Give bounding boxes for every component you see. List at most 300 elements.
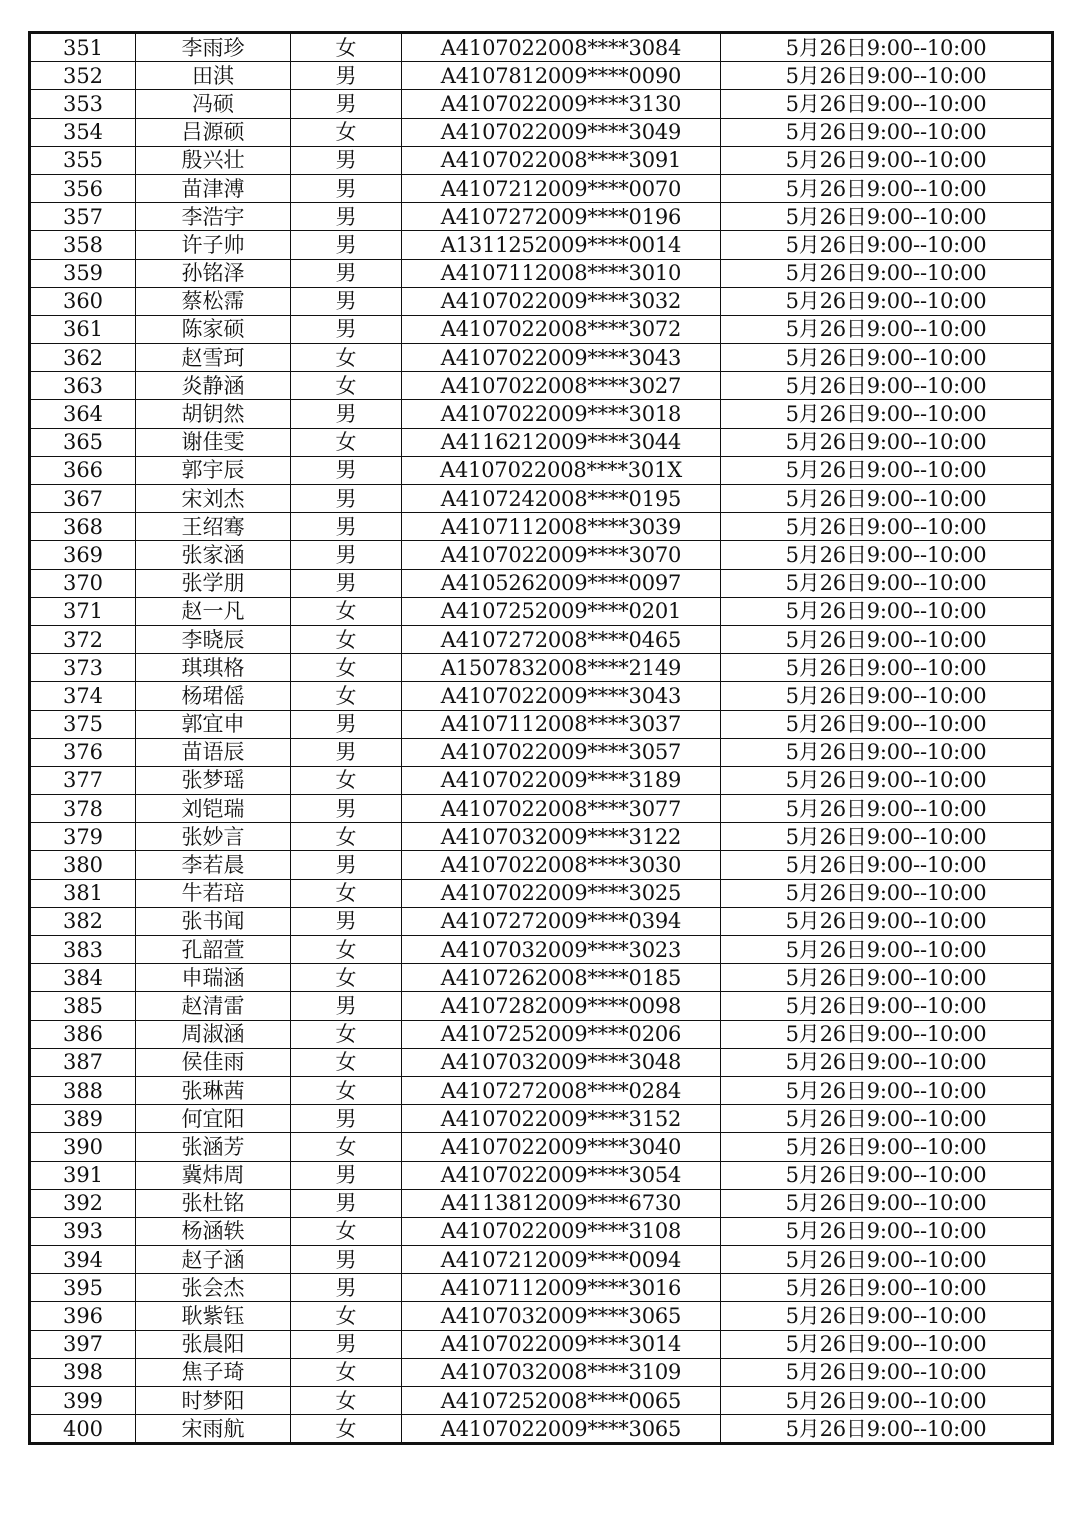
student-name-cell: 周淑涵 bbox=[136, 1020, 291, 1048]
row-number-cell: 380 bbox=[31, 851, 136, 879]
time-slot-cell: 5月26日9:00--10:00 bbox=[721, 62, 1052, 90]
row-number-cell: 362 bbox=[31, 344, 136, 372]
student-name-cell: 何宜阳 bbox=[136, 1105, 291, 1133]
gender-cell: 男 bbox=[291, 146, 402, 174]
row-number-cell: 382 bbox=[31, 907, 136, 935]
table-row bbox=[31, 231, 1052, 259]
gender-cell: 女 bbox=[291, 1076, 402, 1104]
table-row bbox=[31, 456, 1052, 484]
time-slot-cell: 5月26日9:00--10:00 bbox=[721, 315, 1052, 343]
table-row bbox=[31, 654, 1052, 682]
row-number-cell: 384 bbox=[31, 964, 136, 992]
gender-cell: 女 bbox=[291, 118, 402, 146]
row-number-cell: 359 bbox=[31, 259, 136, 287]
table-row bbox=[31, 738, 1052, 766]
id-number-cell: A4107022008****3077 bbox=[402, 795, 721, 823]
time-slot-cell: 5月26日9:00--10:00 bbox=[721, 1302, 1052, 1330]
table-row bbox=[31, 428, 1052, 456]
gender-cell: 男 bbox=[291, 710, 402, 738]
time-slot-cell: 5月26日9:00--10:00 bbox=[721, 400, 1052, 428]
gender-cell: 女 bbox=[291, 654, 402, 682]
student-name-cell: 炎静涵 bbox=[136, 372, 291, 400]
row-number-cell: 368 bbox=[31, 513, 136, 541]
row-number-cell: 394 bbox=[31, 1246, 136, 1274]
student-name-cell: 张梦瑶 bbox=[136, 766, 291, 794]
gender-cell: 女 bbox=[291, 372, 402, 400]
table-row bbox=[31, 146, 1052, 174]
student-name-cell: 宋刘杰 bbox=[136, 485, 291, 513]
table-row bbox=[31, 62, 1052, 90]
gender-cell: 男 bbox=[291, 62, 402, 90]
id-number-cell: A4107112008****3010 bbox=[402, 259, 721, 287]
student-name-cell: 赵雪珂 bbox=[136, 344, 291, 372]
id-number-cell: A4107812009****0090 bbox=[402, 62, 721, 90]
table-row bbox=[31, 795, 1052, 823]
time-slot-cell: 5月26日9:00--10:00 bbox=[721, 1105, 1052, 1133]
gender-cell: 男 bbox=[291, 1161, 402, 1189]
student-name-cell: 孔韶萱 bbox=[136, 936, 291, 964]
gender-cell: 女 bbox=[291, 964, 402, 992]
student-name-cell: 张晨阳 bbox=[136, 1330, 291, 1358]
gender-cell: 女 bbox=[291, 823, 402, 851]
student-name-cell: 侯佳雨 bbox=[136, 1048, 291, 1076]
gender-cell: 女 bbox=[291, 1133, 402, 1161]
student-name-cell: 赵一凡 bbox=[136, 597, 291, 625]
student-name-cell: 张涵芳 bbox=[136, 1133, 291, 1161]
id-number-cell: A4107022009****3108 bbox=[402, 1217, 721, 1245]
time-slot-cell: 5月26日9:00--10:00 bbox=[721, 1189, 1052, 1217]
gender-cell: 女 bbox=[291, 625, 402, 653]
student-name-cell: 孙铭泽 bbox=[136, 259, 291, 287]
student-name-cell: 时梦阳 bbox=[136, 1387, 291, 1415]
gender-cell: 女 bbox=[291, 597, 402, 625]
id-number-cell: A4113812009****6730 bbox=[402, 1189, 721, 1217]
time-slot-cell: 5月26日9:00--10:00 bbox=[721, 964, 1052, 992]
id-number-cell: A4107212009****0094 bbox=[402, 1246, 721, 1274]
id-number-cell: A4107022009****3057 bbox=[402, 738, 721, 766]
id-number-cell: A4107022008****3027 bbox=[402, 372, 721, 400]
gender-cell: 女 bbox=[291, 1020, 402, 1048]
row-number-cell: 397 bbox=[31, 1330, 136, 1358]
gender-cell: 男 bbox=[291, 1330, 402, 1358]
row-number-cell: 373 bbox=[31, 654, 136, 682]
gender-cell: 男 bbox=[291, 569, 402, 597]
table-row bbox=[31, 710, 1052, 738]
student-name-cell: 张学朋 bbox=[136, 569, 291, 597]
time-slot-cell: 5月26日9:00--10:00 bbox=[721, 428, 1052, 456]
gender-cell: 女 bbox=[291, 34, 402, 62]
time-slot-cell: 5月26日9:00--10:00 bbox=[721, 625, 1052, 653]
time-slot-cell: 5月26日9:00--10:00 bbox=[721, 1076, 1052, 1104]
student-name-cell: 谢佳雯 bbox=[136, 428, 291, 456]
table-row bbox=[31, 1415, 1052, 1443]
table-row bbox=[31, 1274, 1052, 1302]
gender-cell: 男 bbox=[291, 231, 402, 259]
time-slot-cell: 5月26日9:00--10:00 bbox=[721, 1246, 1052, 1274]
time-slot-cell: 5月26日9:00--10:00 bbox=[721, 513, 1052, 541]
student-name-cell: 张家涵 bbox=[136, 541, 291, 569]
table-row bbox=[31, 1048, 1052, 1076]
row-number-cell: 398 bbox=[31, 1358, 136, 1386]
row-number-cell: 372 bbox=[31, 625, 136, 653]
id-number-cell: A4107022008****3084 bbox=[402, 34, 721, 62]
gender-cell: 男 bbox=[291, 851, 402, 879]
gender-cell: 男 bbox=[291, 456, 402, 484]
time-slot-cell: 5月26日9:00--10:00 bbox=[721, 541, 1052, 569]
row-number-cell: 399 bbox=[31, 1387, 136, 1415]
id-number-cell: A4107022009****3040 bbox=[402, 1133, 721, 1161]
gender-cell: 女 bbox=[291, 1358, 402, 1386]
row-number-cell: 361 bbox=[31, 315, 136, 343]
time-slot-cell: 5月26日9:00--10:00 bbox=[721, 992, 1052, 1020]
student-name-cell: 吕源硕 bbox=[136, 118, 291, 146]
time-slot-cell: 5月26日9:00--10:00 bbox=[721, 287, 1052, 315]
time-slot-cell: 5月26日9:00--10:00 bbox=[721, 1274, 1052, 1302]
table-row bbox=[31, 34, 1052, 62]
time-slot-cell: 5月26日9:00--10:00 bbox=[721, 344, 1052, 372]
time-slot-cell: 5月26日9:00--10:00 bbox=[721, 569, 1052, 597]
id-number-cell: A4107032008****3109 bbox=[402, 1358, 721, 1386]
table-row bbox=[31, 992, 1052, 1020]
row-number-cell: 389 bbox=[31, 1105, 136, 1133]
table-row bbox=[31, 1217, 1052, 1245]
row-number-cell: 366 bbox=[31, 456, 136, 484]
table-row bbox=[31, 907, 1052, 935]
table-row bbox=[31, 485, 1052, 513]
table-row bbox=[31, 1076, 1052, 1104]
row-number-cell: 388 bbox=[31, 1076, 136, 1104]
row-number-cell: 377 bbox=[31, 766, 136, 794]
student-name-cell: 李雨珍 bbox=[136, 34, 291, 62]
table-row bbox=[31, 118, 1052, 146]
row-number-cell: 375 bbox=[31, 710, 136, 738]
row-number-cell: 358 bbox=[31, 231, 136, 259]
row-number-cell: 392 bbox=[31, 1189, 136, 1217]
table-row bbox=[31, 90, 1052, 118]
gender-cell: 男 bbox=[291, 287, 402, 315]
time-slot-cell: 5月26日9:00--10:00 bbox=[721, 1048, 1052, 1076]
id-number-cell: A4107022009****3070 bbox=[402, 541, 721, 569]
student-name-cell: 殷兴壮 bbox=[136, 146, 291, 174]
gender-cell: 女 bbox=[291, 879, 402, 907]
row-number-cell: 369 bbox=[31, 541, 136, 569]
table-row bbox=[31, 964, 1052, 992]
table-row bbox=[31, 174, 1052, 202]
student-name-cell: 李浩宇 bbox=[136, 203, 291, 231]
table-row bbox=[31, 823, 1052, 851]
table-row bbox=[31, 1387, 1052, 1415]
student-name-cell: 苗语辰 bbox=[136, 738, 291, 766]
table-row bbox=[31, 766, 1052, 794]
table-row bbox=[31, 625, 1052, 653]
row-number-cell: 367 bbox=[31, 485, 136, 513]
time-slot-cell: 5月26日9:00--10:00 bbox=[721, 1358, 1052, 1386]
id-number-cell: A4107032009****3023 bbox=[402, 936, 721, 964]
gender-cell: 男 bbox=[291, 992, 402, 1020]
time-slot-cell: 5月26日9:00--10:00 bbox=[721, 1387, 1052, 1415]
id-number-cell: A4107022009****3152 bbox=[402, 1105, 721, 1133]
student-name-cell: 田淇 bbox=[136, 62, 291, 90]
table-row bbox=[31, 287, 1052, 315]
time-slot-cell: 5月26日9:00--10:00 bbox=[721, 456, 1052, 484]
row-number-cell: 379 bbox=[31, 823, 136, 851]
student-name-cell: 郭宇辰 bbox=[136, 456, 291, 484]
gender-cell: 男 bbox=[291, 513, 402, 541]
student-name-cell: 王绍骞 bbox=[136, 513, 291, 541]
time-slot-cell: 5月26日9:00--10:00 bbox=[721, 259, 1052, 287]
gender-cell: 男 bbox=[291, 907, 402, 935]
gender-cell: 女 bbox=[291, 936, 402, 964]
row-number-cell: 391 bbox=[31, 1161, 136, 1189]
student-name-cell: 申瑞涵 bbox=[136, 964, 291, 992]
id-number-cell: A4107022008****301X bbox=[402, 456, 721, 484]
time-slot-cell: 5月26日9:00--10:00 bbox=[721, 485, 1052, 513]
table-row bbox=[31, 1302, 1052, 1330]
row-number-cell: 354 bbox=[31, 118, 136, 146]
gender-cell: 男 bbox=[291, 1189, 402, 1217]
gender-cell: 男 bbox=[291, 315, 402, 343]
table-row bbox=[31, 879, 1052, 907]
student-name-cell: 郭宜申 bbox=[136, 710, 291, 738]
student-name-cell: 张琳茜 bbox=[136, 1076, 291, 1104]
gender-cell: 男 bbox=[291, 90, 402, 118]
time-slot-cell: 5月26日9:00--10:00 bbox=[721, 1415, 1052, 1443]
row-number-cell: 360 bbox=[31, 287, 136, 315]
id-number-cell: A4107272009****0394 bbox=[402, 907, 721, 935]
id-number-cell: A4105262009****0097 bbox=[402, 569, 721, 597]
student-name-cell: 耿紫钰 bbox=[136, 1302, 291, 1330]
table-row bbox=[31, 597, 1052, 625]
time-slot-cell: 5月26日9:00--10:00 bbox=[721, 907, 1052, 935]
gender-cell: 女 bbox=[291, 1217, 402, 1245]
student-name-cell: 蔡松霈 bbox=[136, 287, 291, 315]
row-number-cell: 352 bbox=[31, 62, 136, 90]
id-number-cell: A4107022008****3030 bbox=[402, 851, 721, 879]
table-row bbox=[31, 203, 1052, 231]
student-name-cell: 胡钥然 bbox=[136, 400, 291, 428]
table-row bbox=[31, 513, 1052, 541]
student-name-cell: 苗津溥 bbox=[136, 174, 291, 202]
gender-cell: 男 bbox=[291, 400, 402, 428]
student-name-cell: 赵子涵 bbox=[136, 1246, 291, 1274]
id-number-cell: A4107032009****3048 bbox=[402, 1048, 721, 1076]
time-slot-cell: 5月26日9:00--10:00 bbox=[721, 1020, 1052, 1048]
row-number-cell: 363 bbox=[31, 372, 136, 400]
row-number-cell: 355 bbox=[31, 146, 136, 174]
gender-cell: 女 bbox=[291, 1387, 402, 1415]
row-number-cell: 383 bbox=[31, 936, 136, 964]
row-number-cell: 400 bbox=[31, 1415, 136, 1443]
id-number-cell: A4107112008****3037 bbox=[402, 710, 721, 738]
table-row bbox=[31, 400, 1052, 428]
row-number-cell: 356 bbox=[31, 174, 136, 202]
table-row bbox=[31, 1133, 1052, 1161]
time-slot-cell: 5月26日9:00--10:00 bbox=[721, 710, 1052, 738]
gender-cell: 女 bbox=[291, 1048, 402, 1076]
time-slot-cell: 5月26日9:00--10:00 bbox=[721, 823, 1052, 851]
gender-cell: 女 bbox=[291, 1302, 402, 1330]
id-number-cell: A4107252008****0065 bbox=[402, 1387, 721, 1415]
time-slot-cell: 5月26日9:00--10:00 bbox=[721, 682, 1052, 710]
id-number-cell: A4107022009****3189 bbox=[402, 766, 721, 794]
time-slot-cell: 5月26日9:00--10:00 bbox=[721, 738, 1052, 766]
roster-body bbox=[31, 34, 1052, 1443]
row-number-cell: 395 bbox=[31, 1274, 136, 1302]
id-number-cell: A4107022009****3018 bbox=[402, 400, 721, 428]
student-name-cell: 张妙言 bbox=[136, 823, 291, 851]
id-number-cell: A4107212009****0070 bbox=[402, 174, 721, 202]
time-slot-cell: 5月26日9:00--10:00 bbox=[721, 118, 1052, 146]
time-slot-cell: 5月26日9:00--10:00 bbox=[721, 1133, 1052, 1161]
id-number-cell: A4107022008****3072 bbox=[402, 315, 721, 343]
student-name-cell: 张书闻 bbox=[136, 907, 291, 935]
time-slot-cell: 5月26日9:00--10:00 bbox=[721, 34, 1052, 62]
row-number-cell: 386 bbox=[31, 1020, 136, 1048]
row-number-cell: 393 bbox=[31, 1217, 136, 1245]
id-number-cell: A4107282009****0098 bbox=[402, 992, 721, 1020]
id-number-cell: A4107272008****0465 bbox=[402, 625, 721, 653]
table-row bbox=[31, 569, 1052, 597]
table-row bbox=[31, 1358, 1052, 1386]
id-number-cell: A4107022009****3025 bbox=[402, 879, 721, 907]
row-number-cell: 353 bbox=[31, 90, 136, 118]
id-number-cell: A4107252009****0201 bbox=[402, 597, 721, 625]
student-name-cell: 焦子琦 bbox=[136, 1358, 291, 1386]
student-name-cell: 冀炜周 bbox=[136, 1161, 291, 1189]
time-slot-cell: 5月26日9:00--10:00 bbox=[721, 1217, 1052, 1245]
table-row bbox=[31, 1330, 1052, 1358]
row-number-cell: 387 bbox=[31, 1048, 136, 1076]
id-number-cell: A4107252009****0206 bbox=[402, 1020, 721, 1048]
time-slot-cell: 5月26日9:00--10:00 bbox=[721, 203, 1052, 231]
student-name-cell: 杨珺傜 bbox=[136, 682, 291, 710]
gender-cell: 女 bbox=[291, 344, 402, 372]
id-number-cell: A4107272009****0196 bbox=[402, 203, 721, 231]
time-slot-cell: 5月26日9:00--10:00 bbox=[721, 795, 1052, 823]
row-number-cell: 381 bbox=[31, 879, 136, 907]
gender-cell: 男 bbox=[291, 1274, 402, 1302]
row-number-cell: 364 bbox=[31, 400, 136, 428]
gender-cell: 男 bbox=[291, 795, 402, 823]
id-number-cell: A4107272008****0284 bbox=[402, 1076, 721, 1104]
table-row bbox=[31, 1189, 1052, 1217]
time-slot-cell: 5月26日9:00--10:00 bbox=[721, 597, 1052, 625]
roster-table bbox=[30, 33, 1052, 1443]
id-number-cell: A4107022009****3043 bbox=[402, 682, 721, 710]
time-slot-cell: 5月26日9:00--10:00 bbox=[721, 372, 1052, 400]
student-name-cell: 刘铠瑞 bbox=[136, 795, 291, 823]
gender-cell: 男 bbox=[291, 485, 402, 513]
row-number-cell: 378 bbox=[31, 795, 136, 823]
student-name-cell: 许子帅 bbox=[136, 231, 291, 259]
gender-cell: 男 bbox=[291, 259, 402, 287]
gender-cell: 女 bbox=[291, 428, 402, 456]
gender-cell: 女 bbox=[291, 682, 402, 710]
id-number-cell: A4107022009****3065 bbox=[402, 1415, 721, 1443]
time-slot-cell: 5月26日9:00--10:00 bbox=[721, 654, 1052, 682]
id-number-cell: A4107022009****3043 bbox=[402, 344, 721, 372]
student-name-cell: 李晓辰 bbox=[136, 625, 291, 653]
table-row bbox=[31, 541, 1052, 569]
time-slot-cell: 5月26日9:00--10:00 bbox=[721, 90, 1052, 118]
student-name-cell: 李若晨 bbox=[136, 851, 291, 879]
time-slot-cell: 5月26日9:00--10:00 bbox=[721, 1161, 1052, 1189]
table-row bbox=[31, 682, 1052, 710]
id-number-cell: A4107022009****3032 bbox=[402, 287, 721, 315]
time-slot-cell: 5月26日9:00--10:00 bbox=[721, 1330, 1052, 1358]
student-name-cell: 张杜铭 bbox=[136, 1189, 291, 1217]
id-number-cell: A4116212009****3044 bbox=[402, 428, 721, 456]
table-row bbox=[31, 372, 1052, 400]
row-number-cell: 365 bbox=[31, 428, 136, 456]
id-number-cell: A4107032009****3122 bbox=[402, 823, 721, 851]
time-slot-cell: 5月26日9:00--10:00 bbox=[721, 174, 1052, 202]
row-number-cell: 357 bbox=[31, 203, 136, 231]
table-row bbox=[31, 259, 1052, 287]
row-number-cell: 385 bbox=[31, 992, 136, 1020]
student-name-cell: 陈家硕 bbox=[136, 315, 291, 343]
student-name-cell: 赵清雷 bbox=[136, 992, 291, 1020]
student-name-cell: 杨涵轶 bbox=[136, 1217, 291, 1245]
gender-cell: 男 bbox=[291, 1246, 402, 1274]
id-number-cell: A4107112008****3039 bbox=[402, 513, 721, 541]
id-number-cell: A4107022009****3049 bbox=[402, 118, 721, 146]
time-slot-cell: 5月26日9:00--10:00 bbox=[721, 231, 1052, 259]
time-slot-cell: 5月26日9:00--10:00 bbox=[721, 766, 1052, 794]
student-name-cell: 牛若琣 bbox=[136, 879, 291, 907]
id-number-cell: A4107022009****3130 bbox=[402, 90, 721, 118]
id-number-cell: A4107262008****0185 bbox=[402, 964, 721, 992]
table-row bbox=[31, 344, 1052, 372]
row-number-cell: 371 bbox=[31, 597, 136, 625]
table-row bbox=[31, 1020, 1052, 1048]
table-row bbox=[31, 315, 1052, 343]
time-slot-cell: 5月26日9:00--10:00 bbox=[721, 146, 1052, 174]
table-row bbox=[31, 1105, 1052, 1133]
student-name-cell: 冯硕 bbox=[136, 90, 291, 118]
id-number-cell: A4107022009****3014 bbox=[402, 1330, 721, 1358]
gender-cell: 男 bbox=[291, 1105, 402, 1133]
time-slot-cell: 5月26日9:00--10:00 bbox=[721, 879, 1052, 907]
id-number-cell: A4107242008****0195 bbox=[402, 485, 721, 513]
gender-cell: 女 bbox=[291, 1415, 402, 1443]
id-number-cell: A4107022008****3091 bbox=[402, 146, 721, 174]
id-number-cell: A4107112009****3016 bbox=[402, 1274, 721, 1302]
student-name-cell: 宋雨航 bbox=[136, 1415, 291, 1443]
table-row bbox=[31, 1246, 1052, 1274]
id-number-cell: A4107032009****3065 bbox=[402, 1302, 721, 1330]
id-number-cell: A1311252009****0014 bbox=[402, 231, 721, 259]
student-name-cell: 张会杰 bbox=[136, 1274, 291, 1302]
row-number-cell: 390 bbox=[31, 1133, 136, 1161]
row-number-cell: 370 bbox=[31, 569, 136, 597]
id-number-cell: A1507832008****2149 bbox=[402, 654, 721, 682]
row-number-cell: 351 bbox=[31, 34, 136, 62]
id-number-cell: A4107022009****3054 bbox=[402, 1161, 721, 1189]
table-row bbox=[31, 1161, 1052, 1189]
row-number-cell: 376 bbox=[31, 738, 136, 766]
student-name-cell: 琪琪格 bbox=[136, 654, 291, 682]
gender-cell: 男 bbox=[291, 738, 402, 766]
table-row bbox=[31, 936, 1052, 964]
table-row bbox=[31, 851, 1052, 879]
gender-cell: 男 bbox=[291, 203, 402, 231]
row-number-cell: 396 bbox=[31, 1302, 136, 1330]
gender-cell: 女 bbox=[291, 766, 402, 794]
time-slot-cell: 5月26日9:00--10:00 bbox=[721, 851, 1052, 879]
gender-cell: 男 bbox=[291, 174, 402, 202]
row-number-cell: 374 bbox=[31, 682, 136, 710]
